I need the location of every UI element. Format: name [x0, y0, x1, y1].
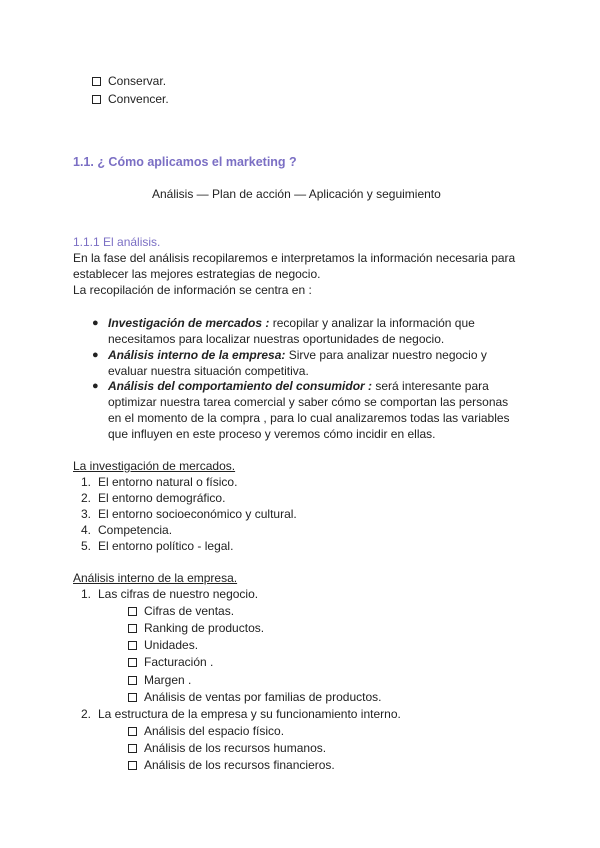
bullet-icon: ● — [92, 380, 99, 392]
checkbox-icon — [128, 744, 137, 753]
checklist-item — [92, 91, 169, 107]
flow-line: Análisis — Plan de acción — Aplicación y seguimiento — [152, 187, 441, 201]
checklist-item: Unidades. — [128, 637, 198, 653]
bullet-item — [108, 378, 489, 394]
bullet-text: que influyen en este proceso y veremos cómo incidir en ellas. — [108, 427, 436, 441]
checkbox-icon — [128, 607, 137, 616]
market-title: La investigación de mercados. — [73, 459, 236, 473]
checklist-item: Margen . — [128, 672, 191, 688]
bullet-text: en el momento de la compra , para lo cual analizaremos todas las variables — [108, 411, 510, 425]
checkbox-icon — [128, 676, 137, 685]
intro-line: En la fase del análisis recopilaremos e interpretamos la información necesaria para — [73, 251, 516, 265]
checkbox-icon — [128, 658, 137, 667]
numbered-item: 1. Las cifras de nuestro negocio. — [80, 587, 259, 601]
bullet-text: optimizar nuestra tarea comercial y saber cómo se comportan las personas — [108, 395, 509, 409]
checklist-item: Ranking de productos. — [128, 620, 264, 636]
checklist-item: Análisis del espacio físico. — [128, 723, 284, 739]
checklist-item: Análisis de los recursos humanos. — [128, 740, 326, 756]
checklist-label: Convencer. — [108, 92, 169, 106]
bullet-item — [108, 347, 487, 363]
checkbox-icon — [92, 77, 101, 86]
checkbox-icon — [128, 624, 137, 633]
numbered-item: 5. El entorno político - legal. — [80, 539, 234, 553]
bullet-text: necesitamos para localizar nuestras oportunidades de negocio. — [108, 332, 445, 346]
intro-line: establecer las mejores estrategias de negocio. — [73, 267, 321, 281]
bullet-title: Análisis del comportamiento del consumidor : — [108, 379, 373, 393]
bullet-text: recopilar y analizar la información que — [269, 316, 475, 330]
internal-title: Análisis interno de la empresa. — [73, 571, 238, 585]
checkbox-icon — [128, 641, 137, 650]
bullet-icon: ● — [92, 349, 99, 361]
checklist-item: Cifras de ventas. — [128, 603, 234, 619]
checkbox-icon — [128, 761, 137, 770]
bullet-title: Investigación de mercados : — [108, 316, 270, 330]
numbered-item: 2. La estructura de la empresa y su funcionamiento interno. — [80, 707, 401, 721]
checklist-item: Análisis de los recursos financieros. — [128, 757, 335, 773]
checklist-label: Conservar. — [108, 74, 167, 88]
intro-line: La recopilación de información se centra en : — [73, 283, 312, 297]
numbered-item: 4. Competencia. — [80, 523, 173, 537]
bullet-text: evaluar nuestra situación competitiva. — [108, 364, 309, 378]
checklist-item — [92, 73, 166, 89]
bullet-title: Análisis interno de la empresa: — [108, 348, 286, 362]
checkbox-icon — [128, 693, 137, 702]
checkbox-icon — [128, 727, 137, 736]
checklist-item: Análisis de ventas por familias de productos. — [128, 689, 381, 705]
bullet-item — [108, 315, 475, 331]
bullet-text: será interesante para — [372, 379, 489, 393]
numbered-item: 3. El entorno socioeconómico y cultural. — [80, 507, 297, 521]
checklist-item: Facturación . — [128, 654, 213, 670]
numbered-item: 1. El entorno natural o físico. — [80, 475, 238, 489]
bullet-icon: ● — [92, 317, 99, 329]
section-heading: 1.1. ¿ Cómo aplicamos el marketing ? — [73, 155, 297, 169]
checkbox-icon — [92, 95, 101, 104]
subheading: 1.1.1 El análisis. — [73, 235, 161, 249]
bullet-text: Sirve para analizar nuestro negocio y — [285, 348, 487, 362]
numbered-item: 2. El entorno demográfico. — [80, 491, 226, 505]
